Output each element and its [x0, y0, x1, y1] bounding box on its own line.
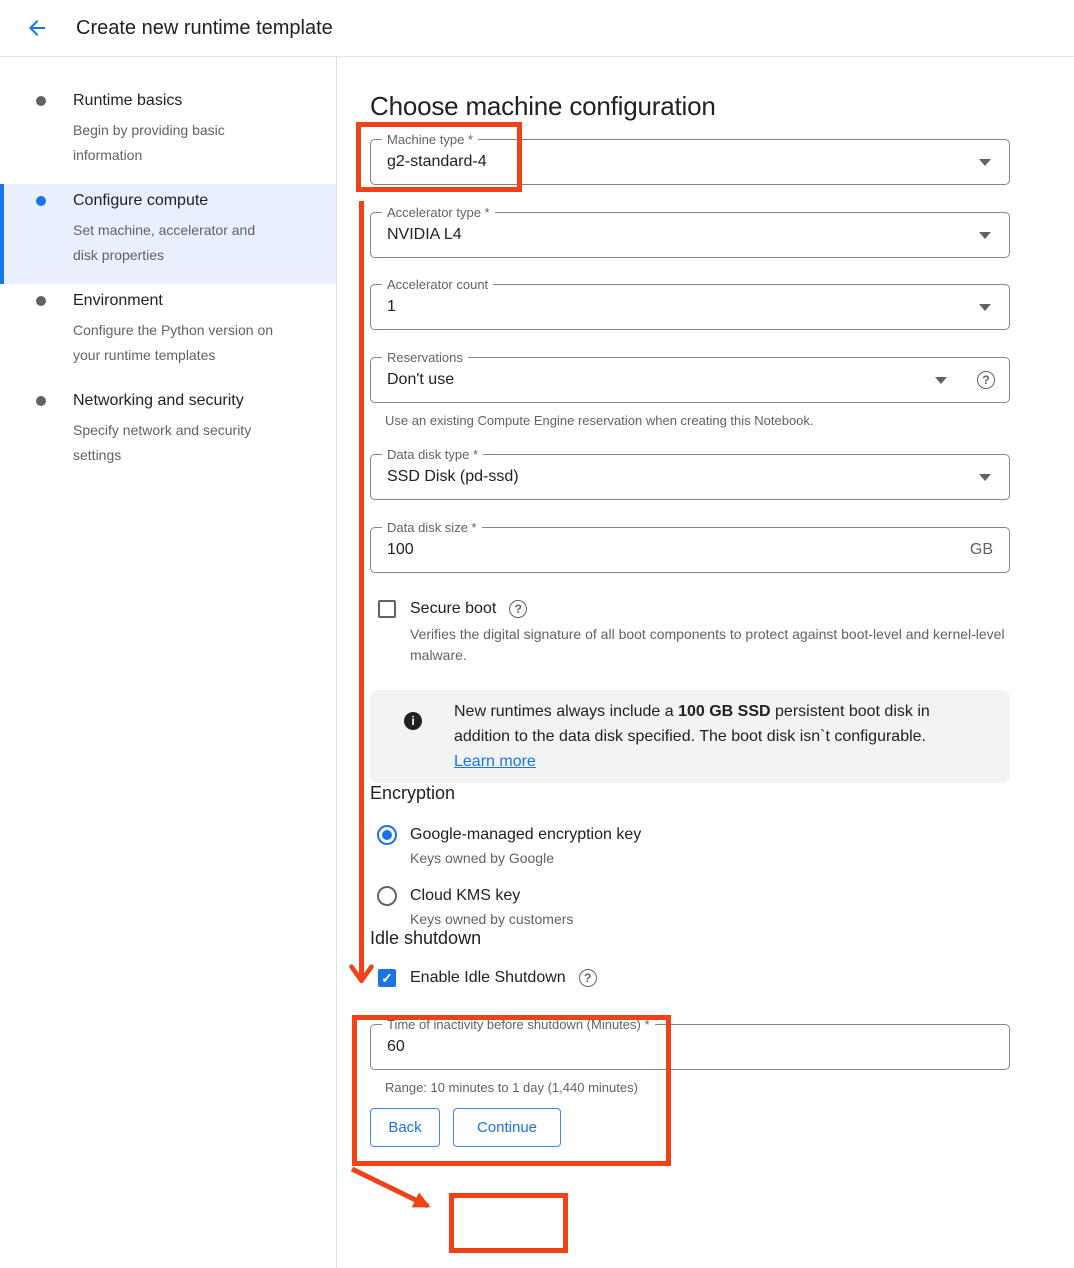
- back-arrow-icon[interactable]: [24, 15, 50, 41]
- reservations-value: Don't use: [387, 371, 455, 388]
- data-disk-type-value: SSD Disk (pd-ssd): [387, 468, 519, 485]
- learn-more-link[interactable]: Learn more: [454, 753, 536, 770]
- encryption-heading: Encryption: [370, 783, 456, 803]
- secure-boot-row: [370, 599, 1074, 619]
- dropdown-arrow-icon[interactable]: [979, 232, 991, 239]
- page-header: [0, 0, 1074, 57]
- data-disk-size-input[interactable]: [370, 520, 1010, 573]
- dropdown-arrow-icon[interactable]: [979, 474, 991, 481]
- encryption-option-google-managed[interactable]: [370, 825, 1074, 867]
- main-content: [337, 57, 1074, 1268]
- dropdown-arrow-icon[interactable]: [979, 159, 991, 166]
- accelerator-count-label: Accelerator count: [382, 276, 493, 293]
- stepper-sidebar: [0, 57, 337, 1268]
- step-title: Environment: [73, 292, 163, 309]
- help-icon[interactable]: [977, 371, 995, 389]
- help-icon[interactable]: [579, 969, 597, 987]
- data-disk-type-select[interactable]: [370, 447, 1010, 500]
- step-runtime-basics[interactable]: [0, 84, 336, 184]
- radio-label: Google-managed encryption key: [410, 826, 642, 843]
- machine-type-value: g2-standard-4: [387, 153, 487, 170]
- enable-idle-shutdown-row: [370, 968, 1074, 988]
- info-text-after: persistent boot disk in addition to the data disk specified. The boot disk isn`t configurable.: [454, 703, 930, 745]
- help-icon[interactable]: [509, 600, 527, 618]
- radio-sublabel: Keys owned by customers: [410, 911, 574, 927]
- machine-type-select[interactable]: [370, 132, 1010, 185]
- radio-selected-icon[interactable]: [377, 825, 397, 845]
- reservations-select[interactable]: [370, 350, 1010, 403]
- accelerator-type-value: NVIDIA L4: [387, 226, 462, 243]
- info-text-before: New runtimes always include a: [454, 703, 679, 720]
- step-dot-icon: [36, 196, 46, 206]
- step-configure-compute[interactable]: [0, 184, 336, 284]
- back-button[interactable]: Back: [370, 1108, 440, 1147]
- step-description: Specify network and security settings: [73, 422, 252, 463]
- accelerator-type-select[interactable]: [370, 205, 1010, 258]
- enable-idle-shutdown-checkbox[interactable]: [378, 969, 396, 987]
- step-title: Runtime basics: [73, 92, 183, 109]
- info-note-text: [454, 699, 986, 774]
- accelerator-count-select[interactable]: [370, 277, 1010, 330]
- accelerator-count-value: 1: [387, 298, 396, 315]
- step-dot-icon: [36, 96, 46, 106]
- data-disk-size-unit: GB: [969, 541, 993, 558]
- step-dot-icon: [36, 396, 46, 406]
- step-description: Configure the Python version on your runtime templates: [73, 322, 274, 363]
- dropdown-arrow-icon[interactable]: [979, 304, 991, 311]
- data-disk-size-value: 100: [387, 541, 414, 558]
- page-title: Create new runtime template: [76, 17, 333, 39]
- step-description: Set machine, accelerator and disk properties: [73, 222, 256, 263]
- boot-disk-info-note: [370, 690, 1010, 783]
- secure-boot-description: Verifies the digital signature of all boot components to protect against boot-level and kernel-level malware.: [410, 626, 1005, 663]
- idle-shutdown-heading: Idle shutdown: [370, 928, 482, 948]
- step-networking-security[interactable]: [0, 384, 336, 484]
- radio-sublabel: Keys owned by Google: [410, 850, 554, 866]
- step-description: Begin by providing basic information: [73, 122, 225, 163]
- dropdown-arrow-icon[interactable]: [935, 377, 947, 384]
- idle-time-range-hint: Range: 10 minutes to 1 day (1,440 minutes): [385, 1080, 638, 1095]
- info-icon: [404, 712, 422, 730]
- radio-unselected-icon[interactable]: [377, 886, 397, 906]
- machine-type-label: Machine type *: [382, 131, 478, 148]
- idle-time-input[interactable]: [370, 1017, 1010, 1070]
- encryption-option-cloud-kms[interactable]: [370, 886, 1074, 928]
- info-text-bold: 100 GB SSD: [678, 703, 771, 720]
- step-dot-icon: [36, 296, 46, 306]
- step-title: Networking and security: [73, 392, 244, 409]
- data-disk-type-label: Data disk type *: [382, 446, 483, 463]
- section-heading: Choose machine configuration: [370, 91, 716, 121]
- secure-boot-checkbox[interactable]: [378, 600, 396, 618]
- idle-time-value: 60: [387, 1038, 405, 1055]
- radio-label: Cloud KMS key: [410, 887, 521, 904]
- secure-boot-label: Secure boot: [410, 600, 497, 617]
- step-title: Configure compute: [73, 192, 209, 209]
- arrow-left-icon: [25, 16, 49, 40]
- step-environment[interactable]: [0, 284, 336, 384]
- footer-actions: [370, 1108, 1074, 1147]
- continue-button[interactable]: Continue: [453, 1108, 561, 1147]
- enable-idle-shutdown-label: Enable Idle Shutdown: [410, 969, 566, 986]
- reservations-helper-text: Use an existing Compute Engine reservation when creating this Notebook.: [385, 413, 814, 428]
- idle-time-label: Time of inactivity before shutdown (Minutes) *: [382, 1016, 655, 1033]
- accelerator-type-label: Accelerator type *: [382, 204, 495, 221]
- reservations-label: Reservations: [382, 349, 468, 366]
- data-disk-size-label: Data disk size *: [382, 519, 482, 536]
